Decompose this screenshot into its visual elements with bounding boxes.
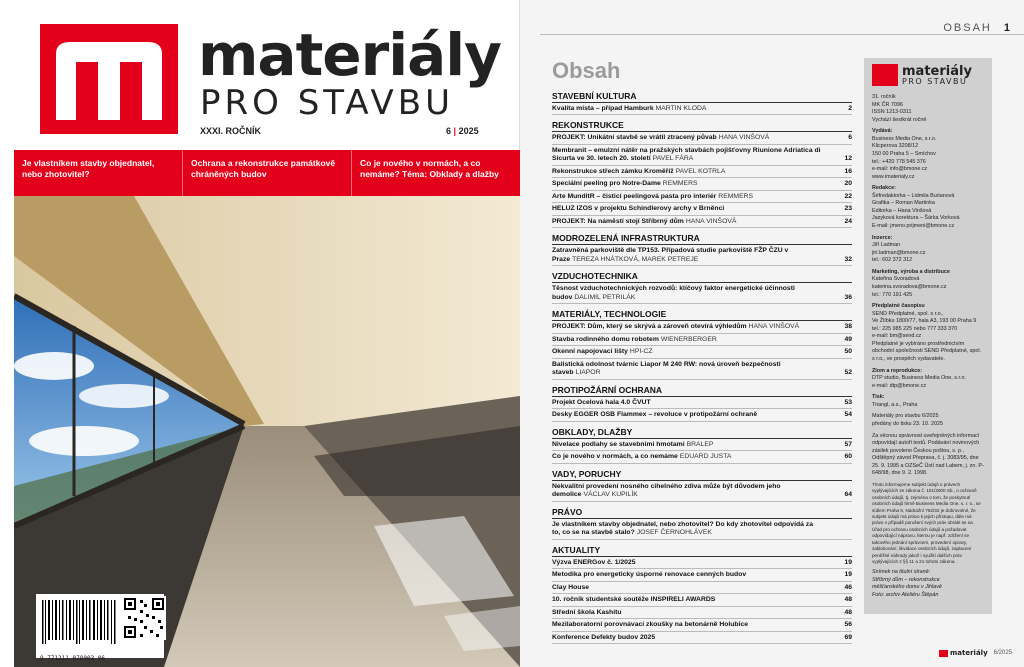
toc-entry-text — [552, 483, 822, 500]
toc-entry-author: REMMERS — [718, 192, 754, 200]
imprint-ads — [872, 235, 984, 265]
cover-headline: Je vlastníkem stavby objednatel, nebo zhotovitel? — [14, 150, 183, 196]
imprint-label: Redakce: — [872, 185, 896, 192]
toc-entry-text — [552, 609, 622, 617]
toc-entry-title: Střední škola Kashitu — [552, 608, 622, 616]
toc-section-heading: REKONSTRUKCE — [552, 117, 852, 132]
toc-section-heading: PRÁVO — [552, 504, 852, 519]
toc-entry-text — [552, 621, 748, 629]
toc-entry-title: Konference Defekty budov 2025 — [552, 633, 656, 641]
running-header: OBSAH 1 — [943, 22, 1010, 34]
toc-entry-page: 23 — [844, 205, 852, 213]
cover-headline: Co je nového v normách, a co nemáme? Téma: Obklady a dlažby — [360, 158, 499, 180]
toc-entry-title: PROJEKT: Na náměstí stojí Stříbrný dům — [552, 217, 684, 225]
toc-entry-title: 10. ročník studentské soutěže INSPIRELI AWARDS — [552, 596, 716, 604]
imprint-label: Vydává: — [872, 128, 893, 135]
toc-entry-author: TEREZA HNÁTKOVÁ, MAREK PETREJE — [572, 255, 699, 263]
toc-entry[interactable] — [552, 166, 852, 178]
toc-entry[interactable] — [552, 216, 852, 228]
toc-entry-title: Membranit – emulzní nátěr na pražských stavbách pojišťovny Riunione Adriatica di Sicurta ve 30. letech 20. století — [552, 146, 821, 163]
toc-entry-title: Metodika pro energeticky úsporné renovace cenných budov — [552, 571, 747, 579]
imprint-label: Tisk: — [872, 394, 885, 401]
qr-code-icon — [122, 596, 166, 640]
imprint-label: Marketing, výroba a distribuce — [872, 268, 950, 275]
toc-section-heading: VZDUCHOTECHNIKA — [552, 268, 852, 283]
toc-entry-page: 32 — [844, 255, 852, 263]
toc-entry-author: PAVEL FÁRA — [652, 155, 694, 163]
footer-issue: 6/2025 — [993, 650, 1012, 656]
toc-section-heading: STAVEBNÍ KULTURA — [552, 88, 852, 103]
toc-entry-title: Kvalita místa – případ Hamburk — [552, 105, 654, 112]
imprint-logo — [872, 64, 984, 86]
toc-entry[interactable] — [552, 178, 852, 190]
toc-entry-title: Desky EGGER OSB Flammex – revoluce v protipožární ochraně — [552, 411, 758, 419]
toc-entry[interactable] — [552, 439, 852, 451]
imprint-line: tel.: 770 191 425 — [872, 291, 913, 298]
imprint-line: tel.: 602 372 312 — [872, 257, 913, 264]
toc-entry-page: 48 — [844, 608, 852, 616]
toc-entry[interactable] — [552, 481, 852, 502]
imprint-line: e-mail: info@bmone.cz — [872, 166, 928, 173]
toc-entry[interactable] — [552, 346, 852, 358]
toc-entry-author: HANA VINŠOVÁ — [718, 134, 770, 142]
brand-logo-icon — [872, 64, 898, 86]
imprint-box — [864, 58, 992, 614]
toc-entry[interactable] — [552, 519, 852, 540]
imprint-marketing — [872, 269, 984, 299]
toc-entry-page: 50 — [844, 348, 852, 356]
cover-headline: Ochrana a rekonstrukce památkově chráněných budov — [183, 150, 352, 196]
toc-entry-title: Speciální peeling pro Notre-Dame — [552, 180, 661, 188]
toc-entry[interactable] — [552, 619, 852, 631]
toc-entry-page: 24 — [844, 217, 852, 225]
imprint-line: měšťanského domu v Jihlavě — [872, 584, 942, 591]
toc-entry-page: 22 — [844, 192, 852, 200]
imprint-brand-subtitle: PRO STAVBU — [902, 76, 968, 86]
imprint-line: Předplatné je vybíráno prostřednictvím obchodní společnosti SEND Předplatné, spol. s r.o., ve prospěch vydavatele. — [872, 340, 982, 362]
toc-entry-text — [552, 134, 769, 142]
toc-entry-page: 54 — [844, 411, 852, 419]
toc-entry-text — [552, 193, 753, 201]
imprint-line: Kateřina Svoradová — [872, 276, 920, 283]
toc-entry[interactable] — [552, 203, 852, 215]
imprint-line: E-mail: jmeno.prijmeni@bmone.cz — [872, 223, 955, 229]
toc-entry-text — [552, 571, 746, 579]
toc-entry-author: HANA VINŠOVÁ — [748, 323, 800, 331]
toc-entry-page: 20 — [844, 180, 852, 188]
header-rule — [540, 34, 1024, 35]
toc-entry-page: 60 — [844, 453, 852, 461]
toc-entry-page: 12 — [844, 155, 852, 163]
toc-entry[interactable] — [552, 397, 852, 409]
barcode-number: 9 771211 078003 06 — [40, 655, 106, 662]
brand-subtitle: PRO STAVBU — [200, 83, 454, 123]
toc-entry-text — [552, 105, 706, 113]
toc-entry-page: 2 — [848, 105, 852, 112]
toc-entry[interactable] — [552, 334, 852, 346]
imprint-publisher — [872, 128, 984, 181]
toc-entry-text — [552, 596, 715, 604]
toc-entry-page: 69 — [844, 633, 852, 641]
toc-entry-text — [552, 634, 655, 642]
imprint-issue — [872, 413, 984, 428]
toc-entry-page: 57 — [844, 440, 852, 448]
toc-entry-page: 64 — [844, 491, 852, 499]
toc-entry-page: 38 — [844, 323, 852, 331]
toc-entry-title: PROJEKT: Unikátní stavbě se vrátil ztracený půvab — [552, 134, 717, 142]
toc-entry-text — [552, 168, 725, 176]
toc-entry-text — [552, 247, 822, 264]
toc-entry-page: 52 — [844, 369, 852, 377]
imprint-line: SEND Předplatné, spol. s r.o., — [872, 310, 944, 317]
toc-entry-author: LIAPOR — [575, 369, 601, 377]
toc-entry[interactable] — [552, 359, 852, 380]
imprint-line: 31. ročník — [872, 94, 896, 100]
toc-entry[interactable] — [552, 103, 852, 115]
volume-label: XXXI. ROČNÍK — [200, 126, 262, 136]
toc-entry-text — [552, 348, 653, 356]
toc-entry-title: Zatravněná parkoviště dle TP153. Případová studie parkoviště FŽP ČZU v Praze — [552, 247, 789, 263]
brand-logo-icon — [939, 650, 948, 657]
toc-entry-author: MARTIN KLODA — [655, 105, 707, 112]
imprint-subscription — [872, 303, 984, 364]
imprint-line: předány do tisku 23. 10. 2025 — [872, 420, 944, 427]
imprint-brand-title: materiály — [902, 63, 972, 79]
imprint-line: e-mail: bm@send.cz — [872, 333, 922, 340]
toc-entry-text — [552, 218, 736, 226]
toc-entry-title: Je vlastníkem stavby objednatel, nebo zhotovitel? Do kdy zhotovitel odpovídá za to, co se na stavbě stalo? — [552, 520, 813, 537]
toc-entry-text — [552, 147, 822, 164]
imprint-line: tel.: +420 778 545 376 — [872, 158, 926, 165]
imprint-line: DTP studio, Business Media One, s.r.o. — [872, 375, 966, 382]
toc-entry[interactable] — [552, 132, 852, 144]
toc-entry-page: 6 — [848, 134, 852, 142]
imprint-line: ISSN 1213-0311 — [872, 109, 912, 116]
toc-entry[interactable] — [552, 245, 852, 266]
toc-entry-title: Clay House — [552, 583, 590, 591]
toc-entry-title: Mezilaboratorní porovnávací zkoušky na betonárně Holubice — [552, 621, 749, 629]
toc-entry-title: Těsnost vzduchotechnických rozvodů: klíčový faktor energetické účinnosti budov — [552, 285, 795, 301]
toc-entry-author: EDUARD JUSTA — [679, 453, 732, 461]
imprint-line: 150 00 Praha 5 – Smíchov — [872, 150, 936, 157]
toc-entry-page: 46 — [844, 583, 852, 591]
toc-entry-author: BRALEP — [686, 440, 714, 448]
toc-entry[interactable] — [552, 569, 852, 581]
toc-entry-text — [552, 205, 724, 213]
toc-entry-title: HELUZ IZOS v projektu Schindlerovy archy v Brněnci — [552, 205, 725, 213]
toc-entry-page: 16 — [844, 167, 852, 175]
toc-entry-title: Arte MunditR – čisticí peelingová pasta pro interiér — [552, 192, 717, 200]
toc-entry-text — [552, 559, 636, 567]
issue-label: 6 | 2025 — [446, 126, 479, 136]
imprint-line: MK ČR 7096 — [872, 101, 903, 108]
page-footer — [939, 649, 1012, 657]
toc-entry-title: Nivelace podlahy se stavebními hmotami — [552, 440, 685, 448]
toc-entry-text — [552, 399, 651, 407]
toc-entry-text — [552, 336, 717, 344]
imprint-line: www.imaterialy.cz — [872, 173, 915, 180]
toc-entry-page: 36 — [844, 293, 852, 301]
toc-entry[interactable] — [552, 451, 852, 463]
toc-entry[interactable] — [552, 145, 852, 166]
toc-entry-page: 56 — [844, 621, 852, 629]
imprint-line: Stříbrný dům – rekonstrukce — [872, 576, 940, 583]
imprint-line: Vychází šestkrát ročně — [872, 116, 927, 123]
toc-entry-text — [552, 521, 822, 538]
toc-entry-text — [552, 180, 698, 188]
imprint-label: Předplatné časopisu — [872, 303, 925, 310]
toc-entry-title: Výzva ENERGov č. 1/2025 — [552, 558, 636, 566]
toc-entry[interactable] — [552, 607, 852, 619]
toc-section-heading: VADY, PORUCHY — [552, 466, 852, 481]
toc-entry-title: Balistická odolnost tvárnic Liapor M 240 RW: nová úroveň bezpečnosti staveb — [552, 360, 781, 377]
imprint-responsibility: Za věcnou správnost uveřejněných informací odpovídají autoři textů. Podávání novinových zásilek povoleno Českou poštou, s. p., Odštěpný závod Přeprava, č. j. 3083/95, dne 25. 9. 1995 a OZSeČ Ústí nad Labem, j. zn. P-648/98, dne 9. 2. 1998. — [872, 432, 984, 477]
page-title: Obsah — [552, 58, 621, 83]
brand-logo-icon — [40, 24, 178, 134]
toc-entry-title: PROJEKT: Dům, který se skrývá a zároveň otevírá výhledům — [552, 323, 747, 331]
imprint-line: Editorka – Hana Vinšová — [872, 207, 932, 214]
imprint-line: Jiří Ladman — [872, 242, 901, 249]
toc-entry-text — [552, 323, 799, 331]
imprint-line: Materiály pro stavbu 6/2025 — [872, 413, 939, 420]
toc-entry-author: DALIMIL PETRILÁK — [574, 293, 636, 301]
toc-entry[interactable] — [552, 191, 852, 203]
toc-entry[interactable] — [552, 409, 852, 421]
imprint-gdpr: Tímto informujeme subjekt údajů o právech vyplývajících ze zákona č. 101/2000 Sb., o ochraně osobních údajů, tj. zejména o tom, že poskytnutí osobních údajů firmě Business Media One, s. r. o., se sídlem Praha 5, Nádražní 762/32 je dobrovolné, že subjekt údajů má právo k jejich přístupu, dále má právo v případě porušení svých práv obrátit se na Úřad pro ochranu osobních údajů a požadovat odpovídající nápravu, kterou je např. zdržení se takového jednání správcem, provedení opravy, zablokování, likvidace osobních údajů, zaplacení peněžité náhrady jakož i využití dalších práv vyplývajících z §§ 11 a 21 tohoto zákona. — [872, 481, 981, 564]
toc-entry-page: 53 — [844, 398, 852, 406]
toc-section-heading: OBKLADY, DLAŽBY — [552, 424, 852, 439]
toc-entry-title: Okenní napojovací lišty — [552, 348, 628, 356]
toc-entry-title: Stavba rodinného domu robotem — [552, 335, 659, 343]
imprint-line: Ve Žlíbku 1800/77, hala A3, 193 00 Praha 9 — [872, 318, 977, 325]
imprint-layout — [872, 368, 984, 391]
toc-entry-author: WIENERBERGER — [660, 335, 717, 343]
toc-entry[interactable] — [552, 321, 852, 333]
toc-section-heading: PROTIPOŽÁRNÍ OCHRANA — [552, 382, 852, 397]
toc-entry-text — [552, 441, 713, 449]
imprint-basic — [872, 94, 984, 124]
imprint-line: e-mail: dtp@bmone.cz — [872, 382, 927, 389]
toc-entry-text — [552, 285, 822, 302]
imprint-line: katerina.svoradova@bmone.cz — [872, 283, 947, 290]
imprint-line: Klicperova 3208/12 — [872, 143, 919, 150]
toc-entry-author: PAVEL KOTRLA — [675, 167, 726, 175]
toc-entry-title: Co je nového v normách, a co nemáme — [552, 453, 678, 461]
imprint-line: Grafika – Roman Martinka — [872, 200, 935, 207]
toc-entry-page: 49 — [844, 335, 852, 343]
imprint-line: Šéfredaktorka – Lidmila Burianová — [872, 192, 955, 199]
footer-brand: materiály — [949, 649, 988, 657]
toc-section-heading: MODROZELENÁ INFRASTRUKTURA — [552, 230, 852, 245]
imprint-line: Foto: archiv Ateliéru Štěpán — [872, 592, 939, 599]
toc-entry-page: 19 — [844, 558, 852, 566]
imprint-label: Inzerce: — [872, 234, 893, 241]
toc-entry-author: REMMERS — [662, 180, 698, 188]
toc-entry-page: 19 — [844, 571, 852, 579]
toc-entry-text — [552, 411, 757, 419]
toc-entry-author: VÁCLAV KUPILÍK — [583, 491, 638, 499]
cover-headlines — [14, 150, 520, 196]
imprint-editorial — [872, 185, 984, 230]
toc-entry[interactable] — [552, 557, 852, 569]
toc-entry-author: HPI-CZ — [629, 348, 653, 356]
toc-entry-title: Rekonstrukce střech zámku Kroměříž — [552, 167, 674, 175]
imprint-line: Triangl, a.s., Praha — [872, 401, 918, 408]
table-of-contents — [552, 86, 852, 644]
imprint-line: Jazyková korektura – Šárka Vorková — [872, 215, 960, 222]
toc-entry-title: Projekt Ocelová hala 4.0 ČVUT — [552, 398, 651, 406]
toc-entry-page: 48 — [844, 596, 852, 604]
cover-photo-note — [872, 569, 984, 599]
toc-section-heading: MATERIÁLY, TECHNOLOGIE — [552, 306, 852, 321]
toc-entry-text — [552, 584, 589, 592]
toc-section-heading: AKTUALITY — [552, 542, 852, 557]
imprint-line: Snímek na titulní straně: — [872, 569, 931, 576]
toc-entry[interactable] — [552, 632, 852, 644]
imprint-line: Business Media One, s.r.o. — [872, 135, 937, 142]
imprint-label: Zlom a reprodukce: — [872, 367, 923, 374]
toc-entry[interactable] — [552, 582, 852, 594]
imprint-line: tel.: 225 985 225 nebo 777 333 370 — [872, 325, 958, 332]
toc-entry-title: Nekvalitní provedení nosného cihelného zdiva může být důvodem jeho demolice — [552, 482, 781, 499]
toc-entry[interactable] — [552, 283, 852, 304]
toc-entry-text — [552, 453, 731, 461]
brand-title: materiály — [198, 21, 501, 89]
toc-entry[interactable] — [552, 594, 852, 606]
toc-entry-author: HANA VINŠOVÁ — [685, 217, 737, 225]
imprint-print — [872, 394, 984, 409]
toc-entry-author: JOSEF ČERNOHLÁVEK — [636, 529, 712, 537]
toc-entry-text — [552, 361, 822, 378]
imprint-line: jiri.ladman@bmone.cz — [872, 249, 926, 256]
